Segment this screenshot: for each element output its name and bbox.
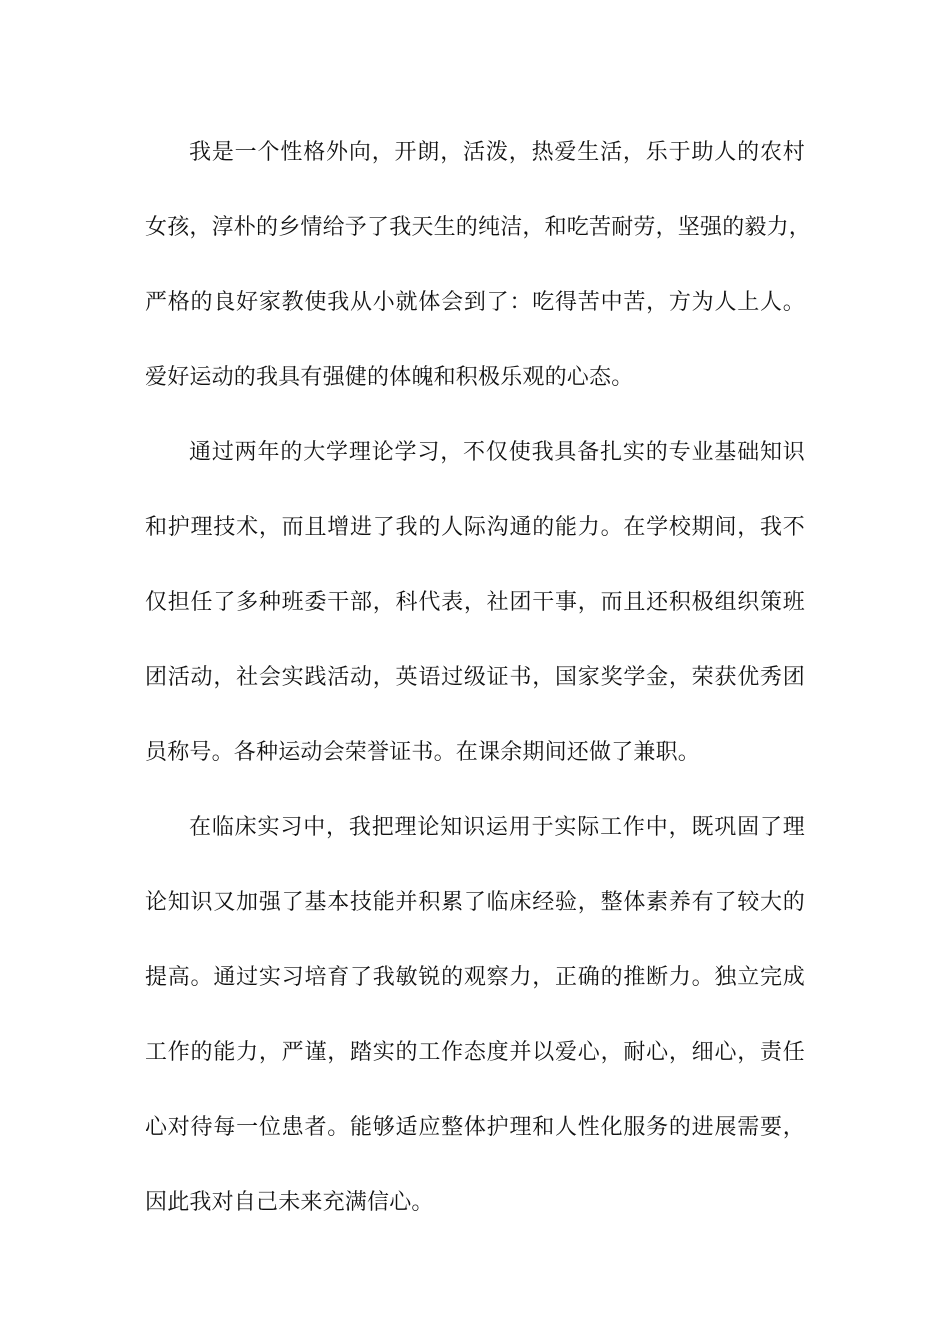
paragraph-1 [145, 128, 812, 428]
paragraph-line: 通过两年的大学理论学习，不仅使我具备扎实的专业基础知识 [189, 440, 805, 465]
paragraph-line: 爱好运动的我具有强健的体魄和积极乐观的心态。 [145, 365, 634, 390]
paragraph-line: 心对待每一位患者。能够适应整体护理和人性化服务的进展需要， [145, 1115, 805, 1140]
paragraph-line: 和护理技术，而且增进了我的人际沟通的能力。在学校期间，我不 [145, 515, 805, 540]
paragraph-line: 提高。通过实习培育了我敏锐的观察力，正确的推断力。独立完成 [145, 965, 805, 990]
paragraph-line: 我是一个性格外向，开朗，活泼，热爱生活，乐于助人的农村 [189, 140, 805, 165]
paragraph-3 [145, 803, 805, 1253]
paragraph-line: 在临床实习中，我把理论知识运用于实际工作中，既巩固了理 [189, 815, 805, 840]
paragraph-line: 工作的能力，严谨，踏实的工作态度并以爱心，耐心，细心，责任 [145, 1040, 805, 1065]
paragraph-line: 严格的良好家教使我从小就体会到了：吃得苦中苦，方为人上人。 [145, 290, 805, 315]
paragraph-line: 女孩，淳朴的乡情给予了我天生的纯洁，和吃苦耐劳，坚强的毅力， [145, 215, 812, 240]
paragraph-line: 因此我对自己未来充满信心。 [145, 1190, 434, 1215]
paragraph-line: 论知识又加强了基本技能并积累了临床经验，整体素养有了较大的 [145, 890, 805, 915]
document-body [145, 128, 812, 1253]
paragraph-line: 仅担任了多种班委干部，科代表，社团干事，而且还积极组织策班 [145, 590, 805, 615]
paragraph-line: 员称号。各种运动会荣誉证书。在课余期间还做了兼职。 [145, 740, 701, 765]
paragraph-line: 团活动，社会实践活动，英语过级证书，国家奖学金，荣获优秀团 [145, 665, 805, 690]
paragraph-2 [145, 428, 805, 803]
